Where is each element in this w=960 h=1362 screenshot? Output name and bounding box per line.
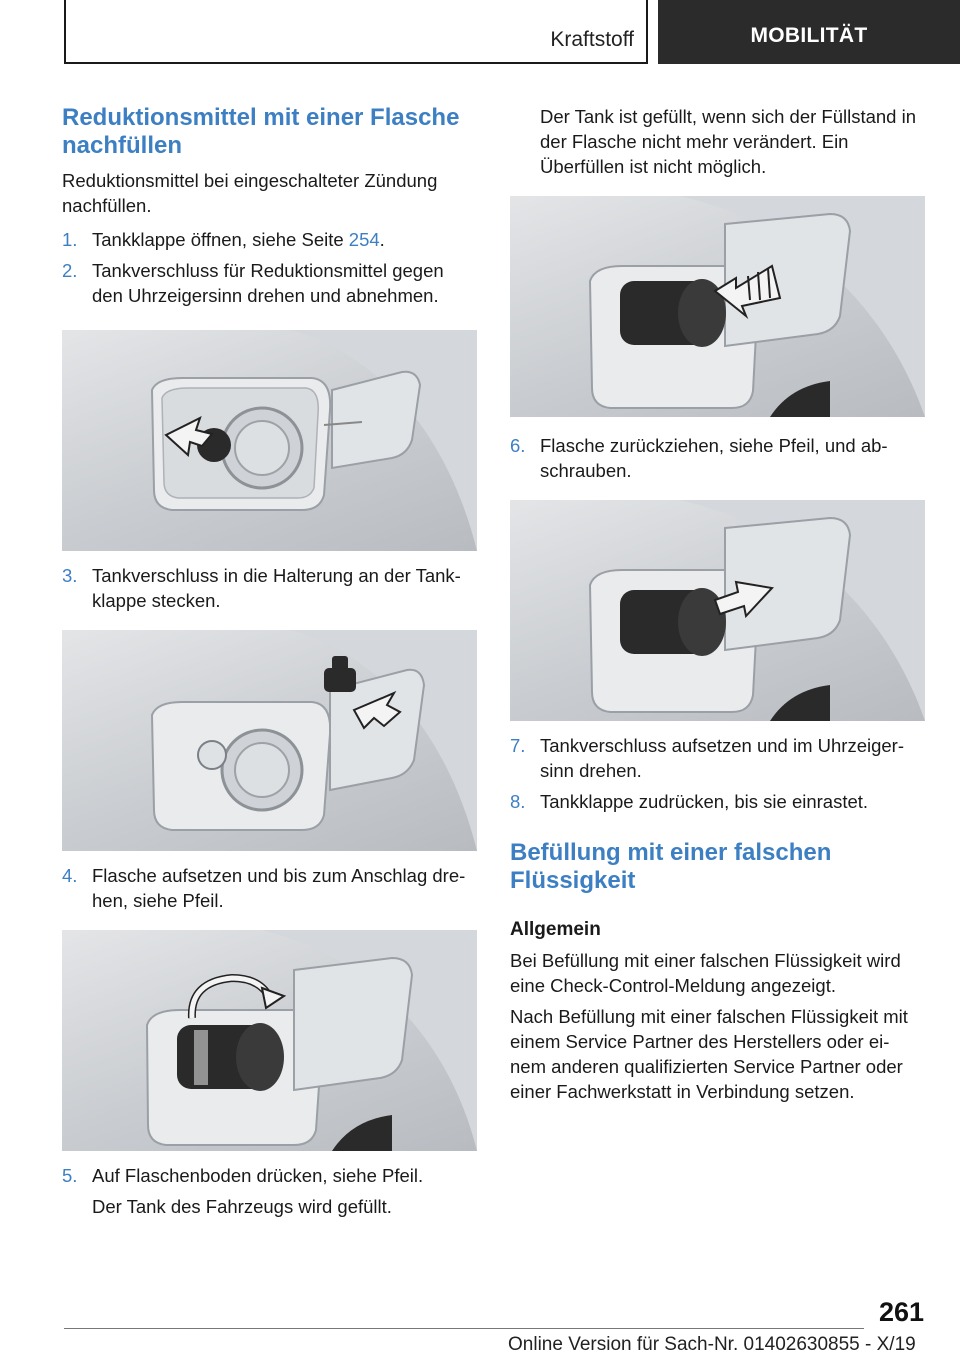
figure-pull-bottle: [510, 500, 925, 721]
step-6: 6. Flasche zurückziehen, siehe Pfeil, und ab‐schrauben.: [510, 435, 888, 481]
page-link[interactable]: 254: [348, 229, 380, 250]
section-heading: Reduktionsmittel mit einer Flasche nachfüllen: [62, 104, 460, 159]
wrong-fluid-para-1: Bei Befüllung mit einer falschen Flüssigkeit wird eine Check-Control-Meldung angezeigt.: [510, 950, 901, 996]
figure-remove-cap: [62, 330, 477, 551]
online-version-note: Online Version für Sach-Nr. 01402630855 - X/19: [508, 1334, 916, 1355]
step-5: 5. Auf Flaschenboden drücken, siehe Pfeil.: [62, 1165, 424, 1186]
step-7: 7. Tankverschluss aufsetzen und im Uhrzeiger‐sinn drehen.: [510, 735, 904, 781]
figure-cap-in-holder: [62, 630, 477, 851]
step-1: 1. Tankklappe öffnen, siehe Seite 254.: [62, 229, 385, 250]
page-number: 261: [878, 1297, 924, 1327]
right-column: [510, 104, 925, 1104]
step-2: 2. Tankverschluss für Reduktionsmittel gegen den Uhrzeigersinn drehen und abnehmen.: [62, 260, 444, 306]
header-chapter-tab: MOBILITÄT: [658, 0, 960, 64]
fill-complete-text: Der Tank ist gefüllt, wenn sich der Füllstand in der Flasche nicht mehr verändert. Ein Überfüllen ist nicht möglich.: [540, 106, 917, 177]
footer-divider: [64, 1328, 864, 1329]
header-section-title: Kraftstoff: [550, 28, 634, 51]
step-3: 3. Tankverschluss in die Halterung an der Tank‐klappe stecken.: [62, 565, 461, 611]
step-4: 4. Flasche aufsetzen und bis zum Anschlag dre‐hen, siehe Pfeil.: [62, 865, 466, 911]
intro-text: Reduktionsmittel bei eingeschalteter Zündung nachfüllen.: [62, 170, 438, 216]
general-subheading: Allgemein: [510, 919, 601, 940]
wrong-fluid-heading: Befüllung mit einer falschen Flüssigkeit: [510, 839, 832, 894]
wrong-fluid-para-2: Nach Befüllung mit einer falschen Flüssigkeit mit einem Service Partner des Herstellers oder ei‐nem anderen qualifizierten Service Partner oder einer Fachwerkstatt in Verbindung setzen.: [510, 1006, 908, 1102]
figure-press-bottle: [510, 196, 925, 417]
left-column: [62, 104, 477, 1219]
step-8: 8. Tankklappe zudrücken, bis sie einrastet.: [510, 791, 869, 812]
step-5-note: Der Tank des Fahrzeugs wird gefüllt.: [92, 1196, 392, 1217]
figure-attach-bottle: [62, 930, 477, 1151]
